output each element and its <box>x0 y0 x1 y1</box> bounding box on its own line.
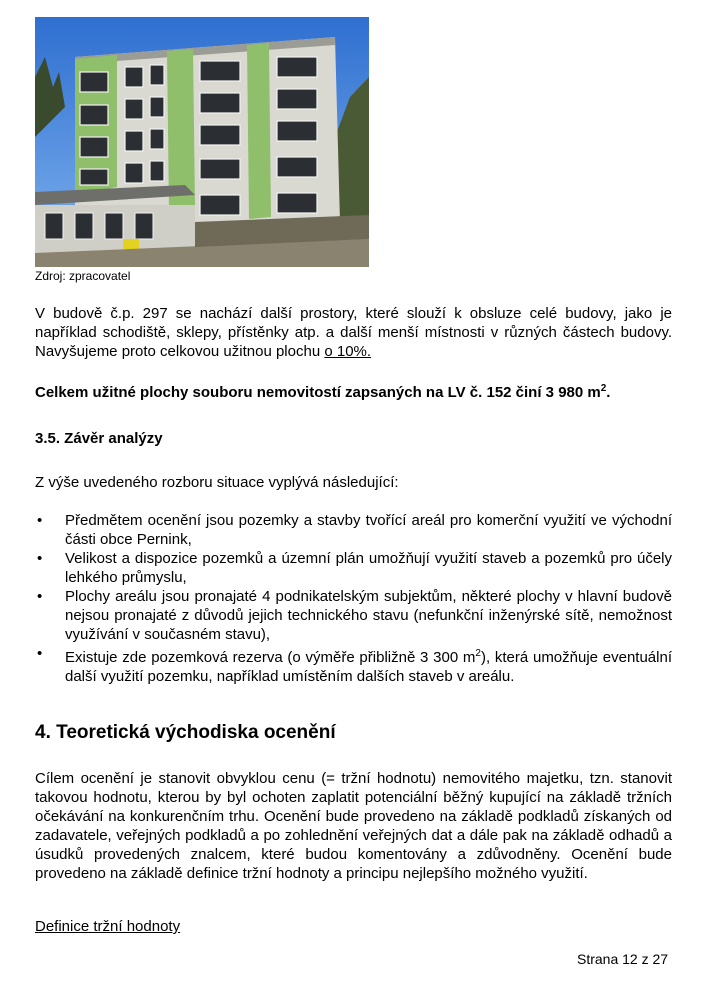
list-item-text: Předmětem ocenění jsou pozemky a stavby tvořící areál pro komerční využití ve východní části obce Pernink, <box>65 512 672 548</box>
list-item-text: Existuje zde pozemková rezerva (o výměře přibližně 3 300 m <box>65 649 476 666</box>
summary-sup: 2 <box>600 383 607 394</box>
summary-end: . <box>606 384 611 401</box>
section-3-5-heading: 3.5. Závěr analýzy <box>35 430 163 447</box>
bullet-icon: • <box>37 512 43 529</box>
list-item-text: Velikost a dispozice pozemků a územní plán umožňují využití staveb a pozemků pro účely lehkého průmyslu, <box>65 550 672 586</box>
bullet-icon: • <box>37 588 43 605</box>
summary-line <box>35 379 672 402</box>
section-3-5-intro: Z výše uvedeného rozboru situace vyplývá následující: <box>35 474 399 491</box>
list-item <box>35 587 672 644</box>
list-item <box>35 511 672 549</box>
list-item <box>35 549 672 587</box>
market-value-definition-heading: Definice tržní hodnoty <box>35 918 181 935</box>
figure-caption: Zdroj: zpracovatel <box>35 269 131 283</box>
area-sup: 2 <box>475 648 481 659</box>
list-item-text-end: ), která umožňuje eventuální další využití pozemku, například umístěním dalších staveb v areálu. <box>65 649 672 685</box>
summary-text: Celkem užitné plochy souboru nemovitostí zapsaných na LV č. 152 činí 3 980 m <box>35 384 601 401</box>
paragraph-text: V budově č.p. 297 se nachází další prostory, které slouží k obsluze celé budovy, jako je například schodiště, sklepy, přístěnky atp. a další menší místnosti v různých částech budovy. Navyšujeme proto celkovou užitnou plochu <box>35 305 672 360</box>
paragraph-building-297 <box>35 304 672 361</box>
list-item <box>35 644 672 686</box>
bullet-icon: • <box>37 645 43 662</box>
building-photo <box>35 17 369 267</box>
underlined-percentage: o 10%. <box>324 343 372 360</box>
section-4-body: Cílem ocenění je stanovit obvyklou cenu (= tržní hodnotu) nemovitého majetku, tzn. stanovit takovou hodnotu, kterou by byl ochoten zaplatit potenciální běžný kupující na základě tržních očekávání na konkurenčním trhu. Ocenění bude provedeno na základě podkladů získaných od zadavatele, veřejných podkladů a po zohlednění veřejných dat a dále pak na základě odhadů a úsudků provedených znalcem, které budou komentovány a zdůvodněny. Ocenění bude provedeno na základě definice tržní hodnoty a principu nejlepšího možného využití. <box>35 770 672 882</box>
conclusion-list <box>35 511 672 686</box>
bullet-icon: • <box>37 550 43 567</box>
section-4-heading: 4. Teoretická východiska ocenění <box>35 722 336 743</box>
list-item-text: Plochy areálu jsou pronajaté 4 podnikatelským subjektům, některé plochy v hlavní budově nejsou pronajaté z důvodů jejich technického stavu (nefunkční inženýrské sítě, nemožnost využívání v současném stavu), <box>65 588 672 643</box>
page-number: Strana 12 z 27 <box>577 951 669 967</box>
